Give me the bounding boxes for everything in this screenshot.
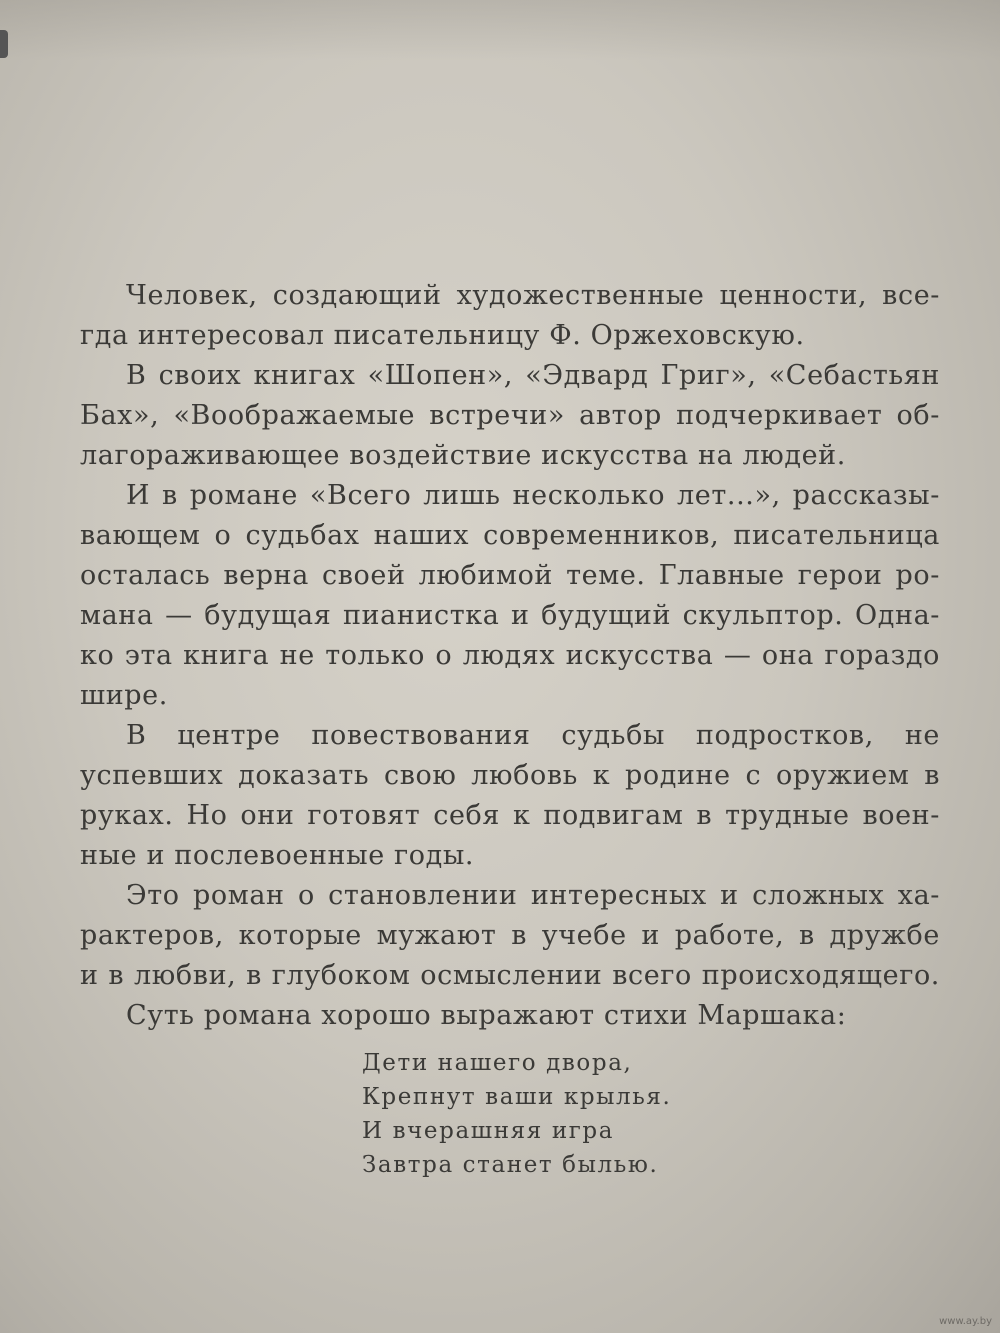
text-line: ные и послевоенные годы. xyxy=(80,840,475,871)
verse-line: И вчерашняя игра xyxy=(362,1118,615,1144)
text-line: руках. Но они готовят себя к подвигам в трудные воен- xyxy=(80,800,940,831)
page-shadow xyxy=(0,0,1000,60)
verse-line: Завтра станет былью. xyxy=(362,1152,659,1178)
text-line: ко эта книга не только о людях искусства — она гораздо xyxy=(80,640,940,671)
text-line: Человек, создающий художественные ценности, все- xyxy=(126,280,940,311)
text-line: Суть романа хорошо выражают стихи Маршака: xyxy=(126,1000,847,1031)
text-line: успевших доказать свою любовь к родине с оружием в xyxy=(80,760,940,791)
binding-mark xyxy=(0,30,8,58)
text-line: мана — будущая пианистка и будущий скульптор. Одна- xyxy=(80,600,940,631)
verse-line: Дети нашего двора, xyxy=(362,1050,633,1076)
text-line: Это роман о становлении интересных и сложных ха- xyxy=(126,880,940,911)
text-line: осталась верна своей любимой теме. Главные герои ро- xyxy=(80,560,940,591)
text-line: и в любви, в глубоком осмыслении всего происходящего. xyxy=(80,960,940,991)
text-line: гда интересовал писательницу Ф. Оржеховскую. xyxy=(80,320,805,351)
text-line: В своих книгах «Шопен», «Эдвард Григ», «Себастьян xyxy=(126,360,940,391)
text-line: Бах», «Воображаемые встречи» автор подчеркивает об- xyxy=(80,400,940,431)
text-line: вающем о судьбах наших современников, писательница xyxy=(80,520,940,551)
text-line: В центре повествования судьбы подростков, не xyxy=(126,720,940,751)
text-line: шире. xyxy=(80,680,168,711)
text-line: лагораживающее воздействие искусства на людей. xyxy=(80,440,846,471)
annotation-text xyxy=(80,276,940,1036)
verse-block xyxy=(362,1046,762,1182)
text-line: И в романе «Всего лишь несколько лет...», рассказы- xyxy=(126,480,940,511)
text-line: рактеров, которые мужают в учебе и работе, в дружбе xyxy=(80,920,940,951)
watermark: www.ay.by xyxy=(939,1316,992,1327)
verse-line: Крепнут ваши крылья. xyxy=(362,1084,672,1110)
